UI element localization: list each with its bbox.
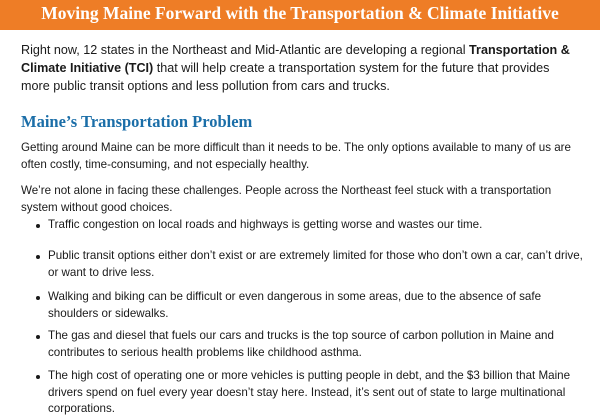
title-banner — [0, 0, 600, 30]
intro-paragraph — [21, 41, 581, 95]
bullet-dot-icon — [36, 224, 40, 228]
intro-text-start: Right now, 12 states in the Northeast and Mid-Atlantic are developing a regional — [21, 43, 470, 57]
body-paragraph-2: We’re not alone in facing these challenges. People across the Northeast feel stuck with a transportation system without good choices. — [21, 184, 552, 214]
bullet-dot-icon — [36, 296, 40, 300]
body-paragraph-1: Getting around Maine can be more difficult than it needs to be. The only options available to many of us are often costly, time-consuming, and not especially healthy. — [21, 141, 571, 171]
bullet-dot-icon — [36, 335, 40, 339]
bullet-item-walking — [36, 289, 593, 322]
bullet-text: Public transit options either don’t exist or are extremely limited for those who don’t own a car, can’t drive, or want to drive less. — [48, 249, 583, 279]
bullet-text: Walking and biking can be difficult or even dangerous in some areas, due to the absence of safe shoulders or sidewalks. — [48, 290, 542, 320]
page-title: Moving Maine Forward with the Transportation & Climate Initiative — [41, 3, 559, 23]
intro-bold-tci: Transportation & Climate Initiative (TCI) — [21, 43, 570, 75]
bullet-item-pollution — [36, 328, 593, 361]
bullet-text: The gas and diesel that fuels our cars and trucks is the top source of carbon pollution in Maine and contributes to serious health problems like childhood asthma. — [48, 329, 554, 359]
bullet-dot-icon — [36, 255, 40, 259]
bullet-item-traffic — [36, 217, 593, 234]
section-heading: Maine’s Transportation Problem — [21, 112, 253, 131]
bullet-dot-icon — [36, 375, 40, 379]
bullet-text: The high cost of operating one or more vehicles is putting people in debt, and the $3 billion that Maine drivers spend on fuel every year doesn’t stay here. Instead, it’s sent out of state to large multinational corporations. — [48, 369, 571, 415]
bullet-text: Traffic congestion on local roads and highways is getting worse and wastes our time. — [48, 218, 483, 231]
bullet-item-transit — [36, 248, 593, 281]
intro-text-end: that will help create a transportation system for the future that provides more public transit options and less pollution from cars and trucks. — [21, 61, 550, 93]
bullet-item-cost — [36, 368, 593, 418]
